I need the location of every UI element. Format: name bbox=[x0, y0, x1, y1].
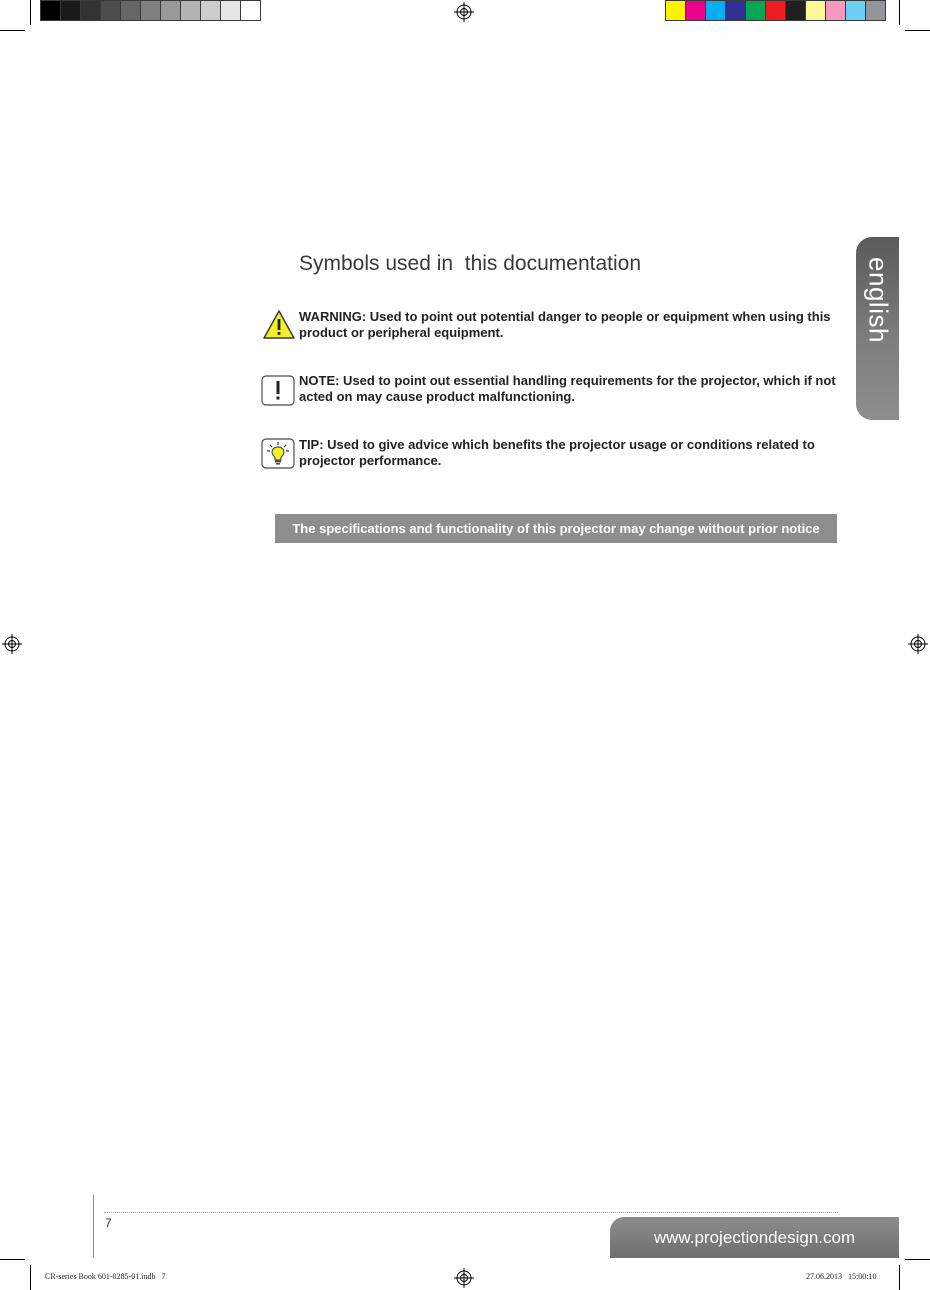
print-slug-timestamp: 27.06.2013 15:00:10 bbox=[806, 1272, 877, 1281]
crop-mark bbox=[30, 1265, 31, 1290]
color-swatch bbox=[100, 0, 121, 21]
website-tab bbox=[610, 1217, 899, 1258]
tip-text: TIP: Used to give advice which benefits the projector usage or conditions related to projector performance. bbox=[299, 437, 815, 468]
color-swatch bbox=[140, 0, 161, 21]
color-swatch bbox=[80, 0, 101, 21]
color-swatch bbox=[160, 0, 181, 21]
color-swatch bbox=[240, 0, 261, 21]
crop-mark bbox=[0, 30, 25, 31]
color-swatch bbox=[220, 0, 241, 21]
color-swatch bbox=[805, 0, 826, 21]
exclamation-box-icon bbox=[261, 375, 295, 406]
footer-rule bbox=[104, 1212, 838, 1213]
page-title: Symbols used in this documentation bbox=[299, 252, 642, 275]
crop-mark bbox=[905, 30, 930, 31]
website-url[interactable]: www.projectiondesign.com bbox=[653, 1228, 856, 1247]
crop-mark bbox=[899, 1265, 900, 1290]
color-swatch bbox=[40, 0, 61, 21]
color-swatch bbox=[200, 0, 221, 21]
print-slug-filename: CR-series Book 601-0285-01.indb 7 bbox=[45, 1272, 166, 1281]
crop-mark bbox=[905, 1259, 930, 1260]
color-swatch bbox=[865, 0, 886, 21]
crop-mark bbox=[0, 1259, 25, 1260]
color-swatch bbox=[180, 0, 201, 21]
color-swatch bbox=[120, 0, 141, 21]
color-swatch bbox=[785, 0, 806, 21]
warning-triangle-icon bbox=[262, 309, 296, 341]
lightbulb-icon bbox=[261, 438, 295, 469]
color-swatch bbox=[665, 0, 686, 21]
color-swatch bbox=[725, 0, 746, 21]
footer-divider bbox=[93, 1195, 94, 1258]
color-swatch bbox=[765, 0, 786, 21]
notice-banner: The specifications and functionality of this projector may change without prior notice bbox=[275, 514, 837, 543]
crop-mark bbox=[30, 0, 31, 25]
note-text: NOTE: Used to point out essential handling requirements for the projector, which if not acted on may cause product malfunctioning. bbox=[299, 373, 836, 404]
color-swatch bbox=[845, 0, 866, 21]
language-label: english bbox=[863, 257, 894, 343]
color-calibration-bar bbox=[665, 0, 885, 21]
warning-text: WARNING: Used to point out potential danger to people or equipment when using this product or peripheral equipment. bbox=[299, 309, 831, 340]
color-swatch bbox=[685, 0, 706, 21]
registration-mark-icon bbox=[2, 634, 22, 654]
color-swatch bbox=[745, 0, 766, 21]
page-number: 7 bbox=[105, 1216, 112, 1230]
registration-mark-icon bbox=[908, 634, 928, 654]
registration-mark-icon bbox=[454, 1268, 474, 1288]
color-swatch bbox=[60, 0, 81, 21]
crop-mark bbox=[899, 0, 900, 25]
registration-mark-icon bbox=[454, 2, 474, 22]
grayscale-calibration-bar bbox=[40, 0, 260, 21]
color-swatch bbox=[825, 0, 846, 21]
color-swatch bbox=[705, 0, 726, 21]
